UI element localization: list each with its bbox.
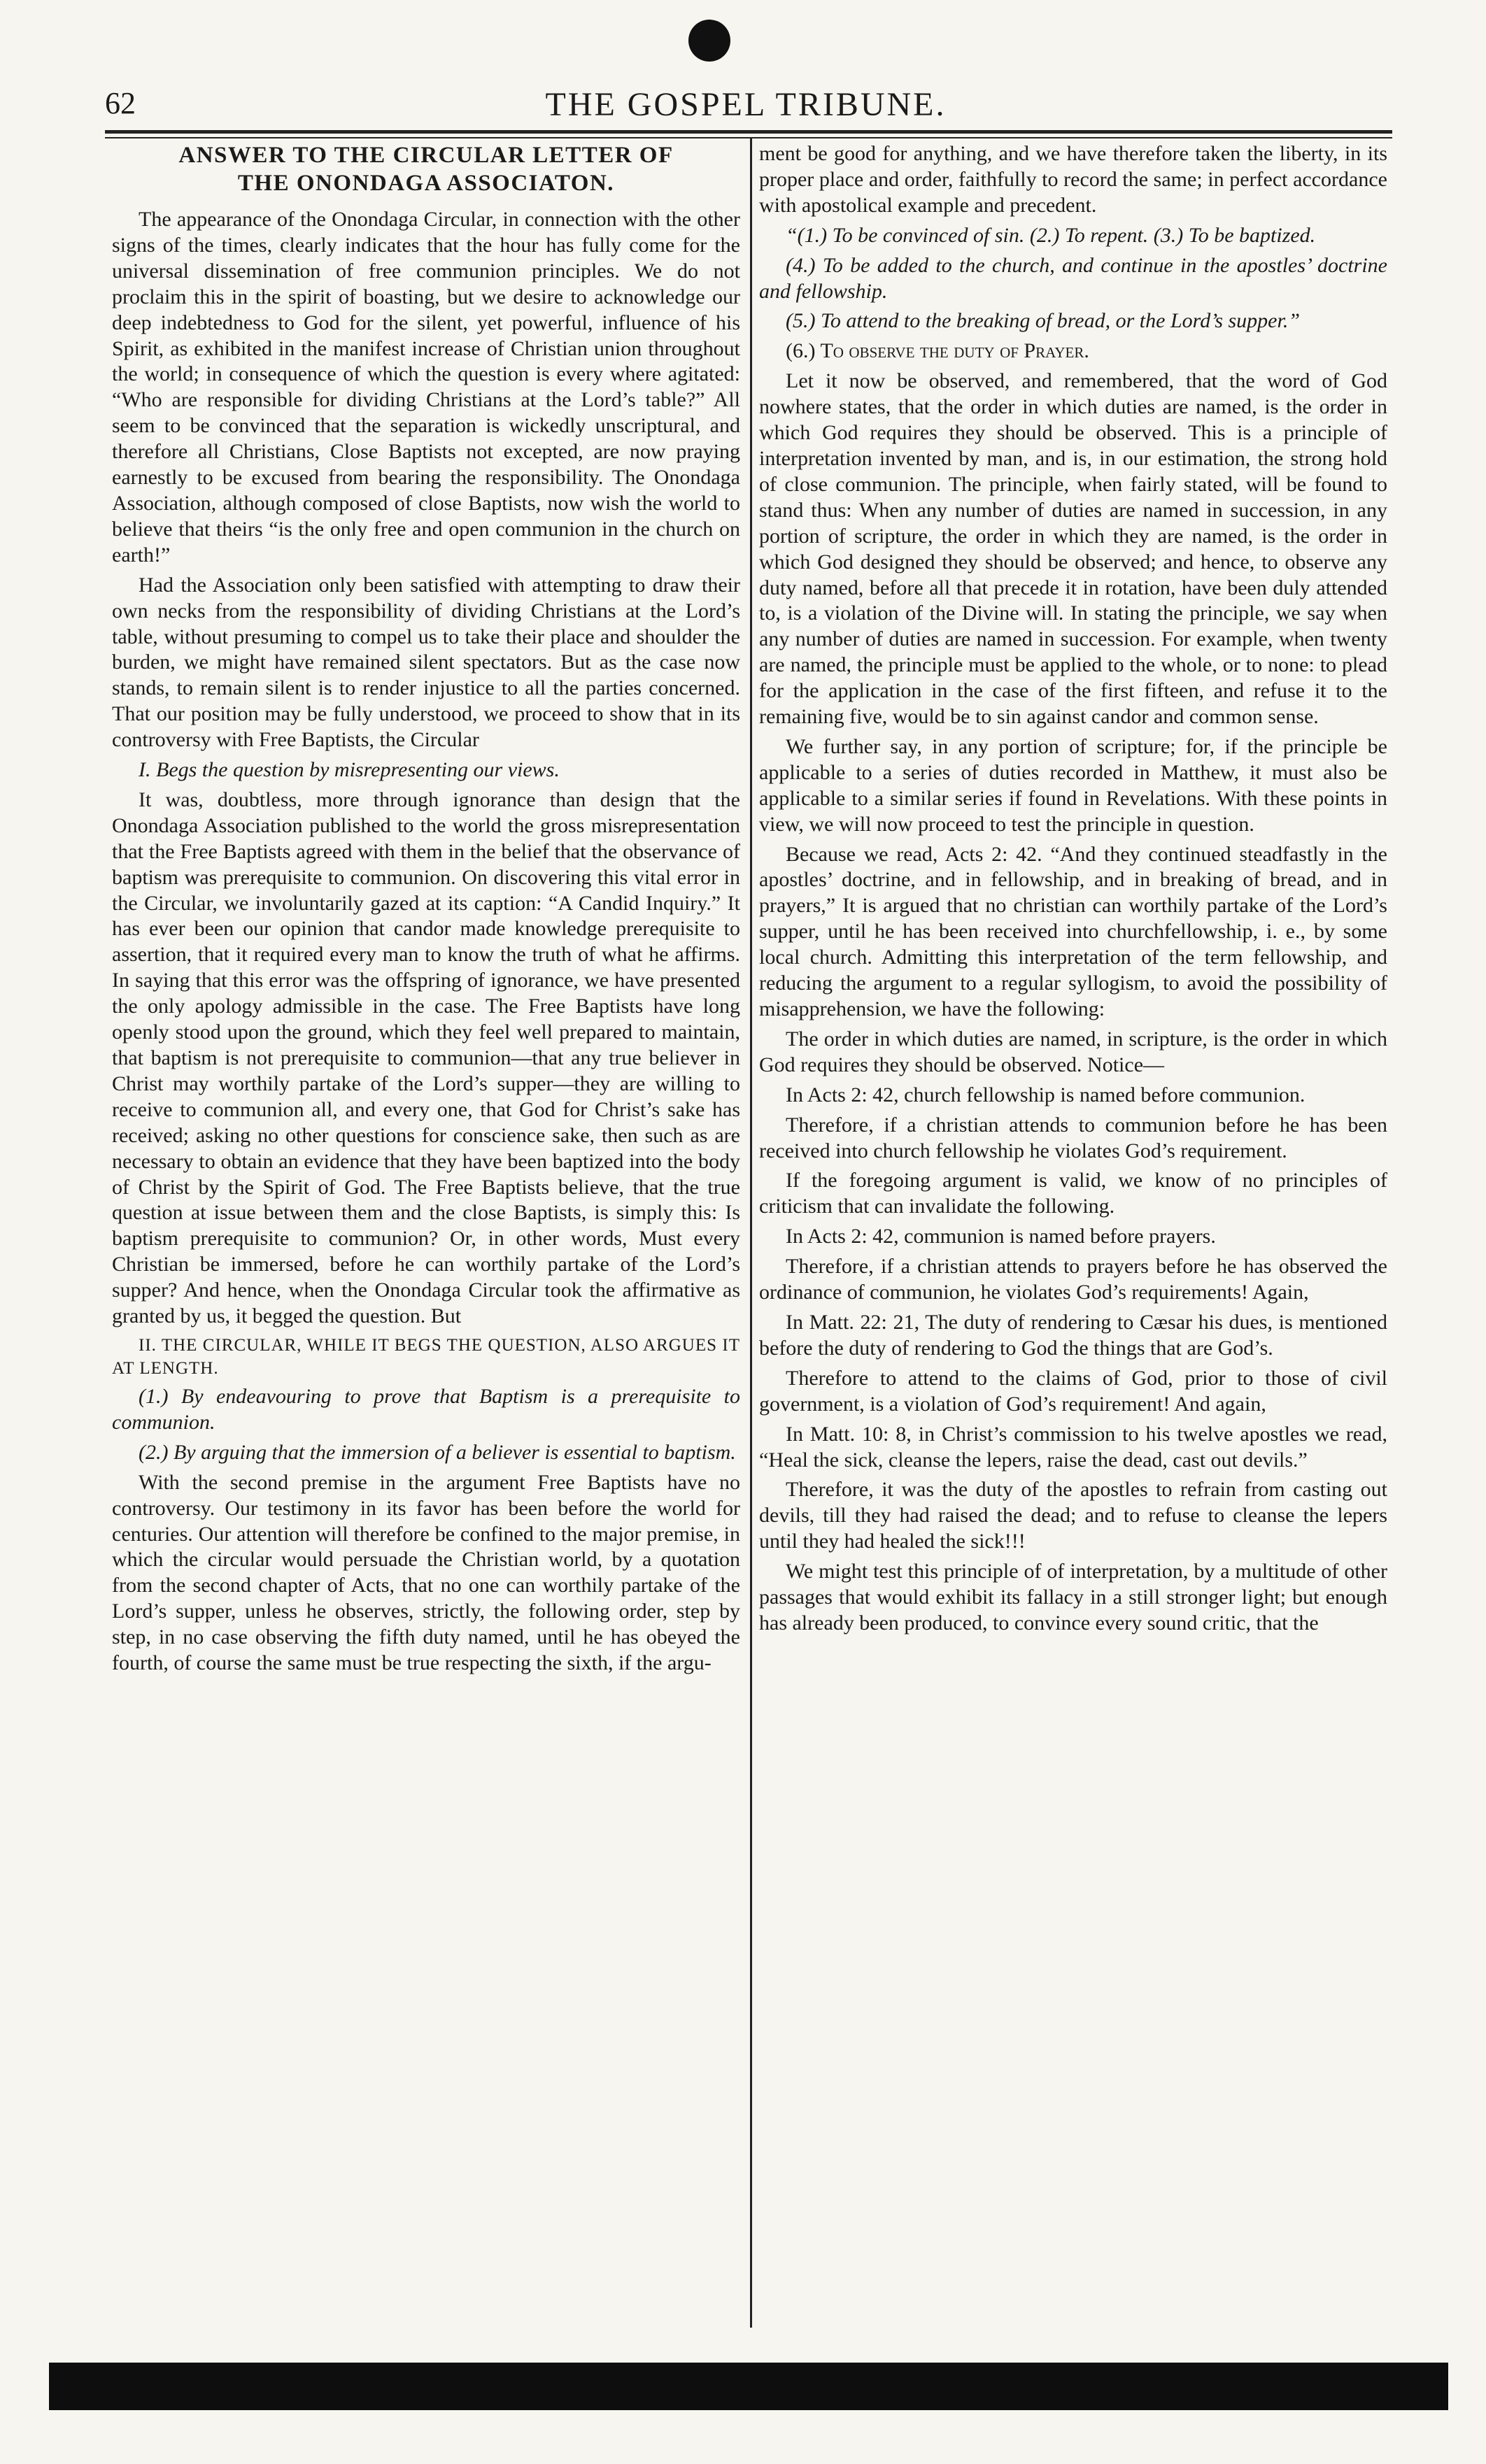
page-number: 62 <box>105 86 136 120</box>
page-header <box>105 85 1387 134</box>
sub-point-2: (2.) By arguing that the immersion of a believer is essential to baptism. <box>139 1440 736 1464</box>
paragraph: With the second premise in the argument Free Baptists have no controversy. Our testimony in its favor has been before the world for centuries. Our attention will therefore be confined to the major premise, in which the circular would persuade the Christian world, by a quotation from the second chapter of Acts, that no one can worthily partake of the Lord’s supper, unless he observes, strictly, the following order, step by step, in no case observing the fifth duty named, until he has obeyed the fourth, of course the same must be true respecting the sixth, if the argu- <box>112 1470 740 1675</box>
article-title-line-2: THE ONONDAGA ASSOCIATON. <box>237 171 615 196</box>
paragraph: Therefore, it was the duty of the apostles to refrain from casting out devils, till they had raised the dead; and to refuse to cleanse the lepers until they had healed the sick!!! <box>759 1478 1387 1553</box>
header-rule-thin <box>105 137 1392 138</box>
article-title-line-1: ANSWER TO THE CIRCULAR LETTER OF <box>178 143 674 168</box>
column-divider <box>750 138 752 2328</box>
right-column <box>759 141 1387 1641</box>
paragraph: If the foregoing argument is valid, we know of no principles of criticism that can invalidate the following. <box>759 1169 1387 1218</box>
article-title <box>112 141 740 197</box>
running-title: THE GOSPEL TRIBUNE. <box>545 86 947 123</box>
paragraph: Therefore, if a christian attends to communion before he has been received into church fellowship he violates God’s requirement. <box>759 1113 1387 1162</box>
paragraph: The order in which duties are named, in scripture, is the order in which God requires they should be observed. Notice— <box>759 1027 1387 1076</box>
paragraph: In Matt. 10: 8, in Christ’s commission to his twelve apostles we read, “Heal the sick, cleanse the lepers, raise the dead, cast out devils.” <box>759 1422 1387 1472</box>
paragraph: Therefore to attend to the claims of God, prior to those of civil government, is a violation of God’s requirement! And again, <box>759 1366 1387 1416</box>
duty-list-item: “(1.) To be convinced of sin. (2.) To repent. (3.) To be baptized. <box>786 223 1316 247</box>
paragraph: ment be good for anything, and we have therefore taken the liberty, in its proper place and order, faithfully to record the same; in perfect accordance with apostolical example and precedent. <box>759 142 1387 217</box>
paragraph: Because we read, Acts 2: 42. “And they continued steadfastly in the apostles’ doctrine, and in fellowship, and in breaking of bread, and in prayers,” It is argued that no christian can worthily partake of the Lord’s supper, until he has been received into churchfellowship, i. e., by some local church. Admitting this interpretation of the term fellowship, and reducing the argument to a regular syllogism, to avoid the possibility of misapprehension, we have the following: <box>759 842 1387 1020</box>
paragraph: It was, doubtless, more through ignorance than design that the Onondaga Association published to the world the gross misrepresentation that the Free Baptists agreed with them in the belief that the observance of baptism was prerequisite to communion. On discovering this vital error in the Circular, we involuntarily gazed at its caption: “A Candid Inquiry.” It has ever been our opinion that candor made knowledge prerequisite to assertion, that it required every man to know the truth of what he affirms. In saying that this error was the offspring of ignorance, we have presented the only apology admissible in the case. The Free Baptists have long openly stood upon the ground, which they feel well prepared to maintain, that baptism is not prerequisite to communion—that any true believer in Christ may worthily partake of the Lord’s supper—they are willing to receive to communion all, and every one, that God for Christ’s sake has received; asking no other questions for conscience sake, then such as are necessary to obtain an evidence that they have been baptized into the body of Christ by the Spirit of God. The Free Baptists believe, that the true question at issue between them and the close Baptists, is simply this: Is baptism prerequisite to communion? Or, in other words, Must every Christian be immersed, before he can worthily partake of the Lord’s supper? And hence, when the Onondaga Circular took the affirmative as granted by us, it begged the question. But <box>112 788 740 1328</box>
paragraph: The appearance of the Onondaga Circular, in connection with the other signs of the times, clearly indicates that the hour has fully come for the universal dissemination of free communion principles. We do not proclaim this in the spirit of boasting, but we desire to acknowledge our deep indebtedness to God for the silent, yet powerful, influence of his Spirit, as exhibited in the manifest increase of Christian union throughout the world; in consequence of which the question is every where agitated: “Who are responsible for dividing Christians at the Lord’s table?” All seem to be convinced that the separation is wickedly unscriptural, and therefore all Christians, Close Baptists not excepted, are now praying earnestly to be excused from bearing the responsibility. The Onondaga Association, although composed of close Baptists, now wish the world to believe that theirs “is the only free and open communion in the church on earth!” <box>112 208 740 567</box>
scan-bottom-border <box>49 2363 1448 2410</box>
paragraph: Therefore, if a christian attends to prayers before he has observed the ordinance of communion, he violates God’s requirements! Again, <box>759 1255 1387 1304</box>
paragraph: Let it now be observed, and remembered, that the word of God nowhere states, that the order in which duties are named, is the order in which God requires they should be observed. This is a principle of interpretation invented by man, and is, in our estimation, the strong hold of close communion. The principle, when fairly stated, will be found to stand thus: When any number of duties are named in succession, in any portion of scripture, the order in which they are named, is the order in which God designed they should be observed; and hence, to observe any duty named, before all that precede it in rotation, have been duly attended to, is a violation of the Divine will. In stating the principle, we say when any number of duties are named in succession. For example, when twenty are named, the principle must be applied to the whole, or to none: to plead for the application in the case of the first fifteen, and refuse it to the remaining five, would be to sin against candor and common sense. <box>759 369 1387 729</box>
paragraph: In Matt. 22: 21, The duty of rendering to Cæsar his dues, is mentioned before the duty of rendering to God the things that are God’s. <box>759 1310 1387 1360</box>
paragraph: We might test this principle of of interpretation, by a multitude of other passages that would exhibit its fallacy in a still stronger light; but enough has already been produced, to convince every sound critic, that the <box>759 1560 1387 1635</box>
paragraph: We further say, in any portion of scripture; for, if the principle be applicable to a series of duties recorded in Matthew, it must also be applicable to a similar series if found in Revelations. With these points in view, we will now proceed to test the principle in question. <box>759 734 1387 836</box>
duty-list-item: (5.) To attend to the breaking of bread, or the Lord’s supper.” <box>786 309 1301 333</box>
header-rule <box>105 130 1392 134</box>
point-heading-1: I. Begs the question by misrepresenting our views. <box>139 758 560 782</box>
duty-list-item: (6.) To observe the duty of Prayer. <box>786 339 1089 363</box>
section-heading-2: II. THE CIRCULAR, WHILE IT BEGS THE QUESTION, ALSO ARGUES IT AT LENGTH. <box>112 1335 740 1378</box>
paragraph: Had the Association only been satisfied with attempting to draw their own necks from the responsibility of dividing Christians at the Lord’s table, without presuming to compel us to take their place and shoulder the burden, we might have remained silent spectators. But as the case now stands, to remain silent is to render injustice to all the parties concerned. That our position may be fully understood, we proceed to show that in its controversy with Free Baptists, the Circular <box>112 573 740 752</box>
duty-list-item: (4.) To be added to the church, and continue in the apostles’ doctrine and fellowship. <box>759 253 1387 303</box>
paragraph: In Acts 2: 42, communion is named before prayers. <box>786 1225 1216 1248</box>
paragraph: In Acts 2: 42, church fellowship is named before communion. <box>786 1083 1305 1106</box>
left-column <box>112 141 740 1681</box>
sub-point-1: (1.) By endeavouring to prove that Baptism is a prerequisite to communion. <box>112 1384 740 1434</box>
ink-blot <box>688 20 730 62</box>
